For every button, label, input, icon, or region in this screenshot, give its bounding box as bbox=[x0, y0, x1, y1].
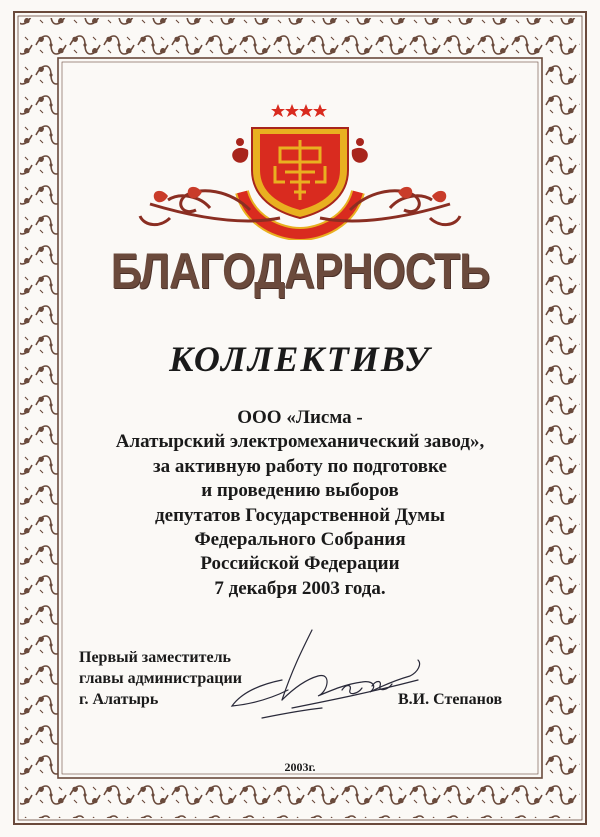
star-icon bbox=[271, 104, 327, 117]
body-line: Алатырский электромеханический завод», bbox=[115, 431, 485, 453]
chuvash-republic-emblem bbox=[130, 100, 470, 240]
body-line: депутатов Государственной Думы bbox=[155, 504, 445, 526]
certificate-title: БЛАГОДАРНОСТЬ bbox=[110, 243, 490, 299]
body-line: ООО «Лисма - bbox=[237, 407, 363, 428]
body-line: Федерального Собрания bbox=[194, 529, 406, 551]
signatory-position bbox=[79, 647, 242, 710]
position-line: Первый заместитель bbox=[79, 649, 231, 666]
body-line: 7 декабря 2003 года. bbox=[214, 577, 386, 599]
issue-year: 2003г. bbox=[284, 760, 316, 774]
handwritten-signature bbox=[222, 620, 442, 730]
position-line: главы администрации bbox=[79, 670, 242, 687]
position-line: г. Алатырь bbox=[79, 691, 159, 708]
body-line: Российской Федерации bbox=[200, 553, 400, 575]
signatory-name: В.И. Степанов bbox=[398, 691, 503, 708]
body-line: и проведению выборов bbox=[201, 480, 399, 502]
body-line: за активную работу по подготовке bbox=[153, 455, 447, 477]
recipient-heading: КОЛЛЕКТИВУ bbox=[169, 339, 431, 379]
certificate-body bbox=[60, 406, 540, 601]
